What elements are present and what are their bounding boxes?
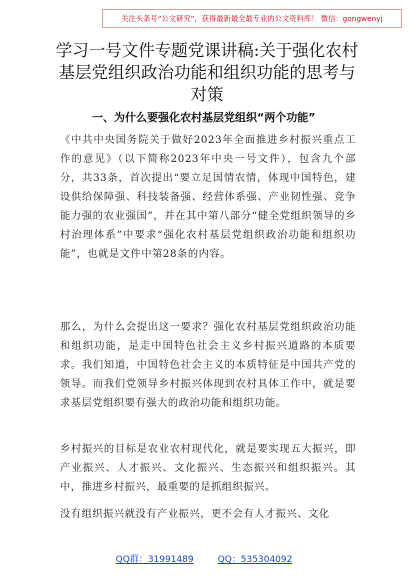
- paragraph-3: 乡村振兴的目标是农业农村现代化，就是要实现五大振兴，即产业振兴、人才振兴、文化振兴、生态振兴和组织振兴。其中，推进乡村振兴，最重要的是抓组织振兴。: [60, 444, 356, 493]
- promo-banner-text: 关注头条号“公文研究”，获得最新最全最专业的公文资料库！ 微信：gongwenyj: [121, 13, 383, 23]
- paragraph-4: 没有组织振兴就没有产业振兴，更不会有人才振兴、文化: [60, 509, 330, 520]
- qq-link[interactable]: QQ：535304092: [217, 555, 293, 565]
- document-title: 学习一号文件专题党课讲稿:关于强化农村基层党组织政治功能和组织功能的思考与对策: [55, 41, 359, 104]
- section-heading: 一、为什么要强化农村基层党组织“两个功能”: [92, 111, 316, 124]
- contact-footer: [0, 552, 408, 572]
- paragraph-2: 那么，为什么会提出这一要求？强化农村基层党组织政治功能和组织功能，是走中国特色社会主义乡村振兴道路的本质要求。我们知道，中国特色社会主义的本质特征是中国共产党的领导。而我们党领导乡村振兴体现到农村具体工作中，就是要求基层党组织要有强大的政治功能和组织功能。: [60, 322, 356, 409]
- qq-group-link[interactable]: QQ群：31991489: [115, 555, 194, 565]
- paragraph-1: 《中共中央国务院关于做好2023年全面推进乡村振兴重点工作的意见》（以下简称2023年中央一号文件），包含九个部分，共33条，首次提出“要立足国情农情，体现中国特色，建设供给保障强、科技装备强、经营体系强、产业韧性强、竞争能力强的农业强国”，并在其中第八部分“健全党组织领导的乡村治理体系”中要求“强化农村基层党组织政治功能和组织功能”，也就是文件中第28条的内容。: [60, 135, 356, 260]
- promo-banner: [102, 9, 402, 28]
